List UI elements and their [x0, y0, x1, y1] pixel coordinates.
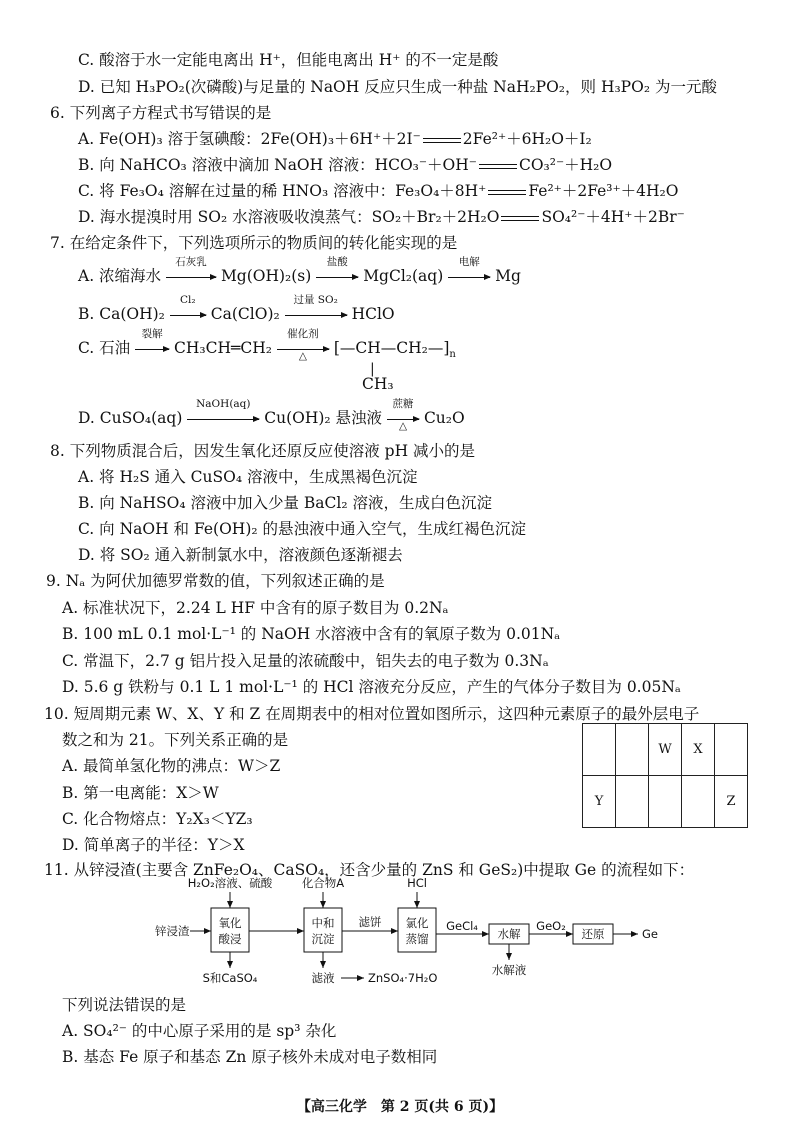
q6-option-d — [78, 207, 685, 227]
arrow-condition: 石灰乳 — [175, 256, 207, 268]
equals-sign — [488, 190, 526, 195]
q10-option-d: D. 简单离子的半径：Y＞X — [62, 836, 245, 854]
q11-option-b: B. 基态 Fe 原子和基态 Zn 原子核外未成对电子数相同 — [62, 1048, 438, 1066]
q7-option-b — [78, 294, 395, 324]
q5-option-d: D. 已知 H₃PO₂(次磷酸)与足量的 NaOH 反应只生成一种盐 NaH₂PO₂，则 H₃PO₂ 为一元酸 — [78, 78, 717, 96]
equals-sign — [501, 216, 539, 221]
q6-b-lhs: B. 向 NaHCO₃ 溶液中滴加 NaOH 溶液：HCO₃⁻＋OH⁻ — [78, 156, 477, 174]
heat-symbol: △ — [298, 350, 307, 362]
grid-row — [583, 776, 748, 828]
q9-option-c: C. 常温下，2.7 g 铝片投入足量的浓硫酸中，铝失去的电子数为 0.3Nₐ — [62, 652, 549, 670]
q10-stem-line1: 10. 短周期元素 W、X、Y 和 Z 在周期表中的相对位置如图所示，这四种元素原子的最外层电子 — [44, 705, 700, 723]
arrow-condition: NaOH(aq) — [196, 398, 251, 410]
q7-c-intermediate: CH₃CH═CH₂ — [174, 339, 272, 357]
flow-box1-label-top: 氧化 — [218, 916, 242, 930]
q8-stem: 8. 下列物质混合后，因发生氧化还原反应使溶液 pH 减小的是 — [50, 442, 476, 460]
flow-residue-1: S和CaSO₄ — [202, 971, 258, 985]
flow-box2-label-bottom: 沉淀 — [311, 932, 335, 946]
q9-option-a: A. 标准状况下，2.24 L HF 中含有的原子数目为 0.2Nₐ — [62, 599, 449, 617]
q9-option-b: B. 100 mL 0.1 mol·L⁻¹ 的 NaOH 水溶液中含有的氧原子数为 0.01Nₐ — [62, 625, 561, 643]
grid-cell-x: X — [682, 724, 715, 776]
q6-a-rhs: 2Fe²⁺＋6H₂O＋I₂ — [462, 130, 592, 148]
flow-box2-label-top: 中和 — [311, 916, 335, 930]
q11-option-a: A. SO₄²⁻ 的中心原子采用的是 sp³ 杂化 — [62, 1022, 337, 1040]
q6-option-a — [78, 129, 592, 149]
q7-c-arrow-1 — [135, 328, 169, 358]
arrow-condition: 电解 — [458, 256, 480, 268]
q6-d-rhs: SO₄²⁻＋4H⁺＋2Br⁻ — [541, 208, 685, 226]
flow-reagent-2: 化合物A — [301, 876, 345, 890]
grid-cell — [649, 776, 682, 828]
q11-flowchart — [0, 872, 800, 994]
q7-d-arrow-1 — [187, 398, 259, 428]
q7-d-product: Cu₂O — [423, 409, 465, 427]
equals-sign — [423, 138, 461, 143]
q10-stem-line2: 数之和为 21。下列关系正确的是 — [62, 731, 289, 749]
flow-output: Ge — [642, 927, 658, 941]
polymer-unit: —CH—CH₂— — [339, 339, 444, 357]
q10-option-a: A. 最简单氢化物的沸点：W＞Z — [62, 757, 281, 775]
q7-a-product: Mg — [495, 267, 521, 285]
flow-reagent-3: HCl — [407, 876, 427, 890]
q7-option-c — [78, 328, 456, 362]
q6-stem: 6. 下列离子方程式书写错误的是 — [50, 104, 272, 122]
grid-cell — [583, 724, 616, 776]
q7-d-reactant: D. CuSO₄(aq) — [78, 409, 183, 427]
flow-box1-label-bottom: 酸浸 — [218, 932, 242, 946]
q6-option-b — [78, 155, 612, 175]
q7-d-arrow-2 — [387, 398, 419, 432]
q7-b-reactant: B. Ca(OH)₂ — [78, 305, 165, 323]
q7-b-intermediate: Ca(ClO)₂ — [210, 305, 280, 323]
grid-cell — [616, 724, 649, 776]
q7-c-branch: CH₃ — [362, 375, 394, 393]
q6-d-lhs: D. 海水提溴时用 SO₂ 水溶液吸收溴蒸气：SO₂＋Br₂＋2H₂O — [78, 208, 500, 226]
q7-c-polymer: $[—CH—CH_2—]_n$ — [333, 339, 456, 361]
flow-reagent-1: H₂O₂溶液、硫酸 — [187, 876, 273, 890]
grid-cell-y: Y — [583, 776, 616, 828]
flow-link-filter-cake: 滤饼 — [358, 915, 382, 929]
q10-option-b: B. 第一电离能：X＞W — [62, 784, 219, 802]
q7-b-arrow-2 — [285, 294, 347, 324]
q7-d-intermediate: Cu(OH)₂ 悬浊液 — [264, 409, 383, 427]
q6-c-lhs: C. 将 Fe₃O₄ 溶解在过量的稀 HNO₃ 溶液中：Fe₃O₄＋8H⁺ — [78, 182, 487, 200]
flow-box3-label-top: 氯化 — [405, 916, 429, 930]
q5-option-c: C. 酸溶于水一定能电离出 H⁺，但能电离出 H⁺ 的不一定是酸 — [78, 51, 499, 69]
flow-box5-label: 还原 — [581, 927, 605, 941]
q7-option-a — [78, 256, 521, 286]
flow-box4-label: 水解 — [497, 927, 521, 941]
q7-a-arrow-3 — [448, 256, 490, 286]
polymer-n: n — [449, 349, 456, 361]
q7-a-arrow-1 — [166, 256, 216, 286]
q6-b-rhs: CO₃²⁻＋H₂O — [518, 156, 613, 174]
periodic-table-grid — [582, 723, 748, 828]
q10-option-c: C. 化合物熔点：Y₂X₃＜YZ₃ — [62, 810, 253, 828]
q6-option-c — [78, 181, 678, 201]
q8-option-b: B. 向 NaHSO₄ 溶液中加入少量 BaCl₂ 溶液，生成白色沉淀 — [78, 494, 492, 512]
equals-sign — [479, 164, 517, 169]
flow-product-zinc-sulfate: ZnSO₄·7H₂O — [368, 971, 438, 985]
page-footer: 【高三化学 第 2 页(共 6 页)】 — [296, 1099, 504, 1115]
arrow-condition: 过量 SO₂ — [293, 294, 338, 306]
arrow-condition: 裂解 — [141, 328, 163, 340]
q6-c-rhs: Fe²⁺＋2Fe³⁺＋4H₂O — [528, 182, 679, 200]
flow-input: 锌浸渣 — [155, 924, 190, 938]
q7-stem: 7. 在给定条件下，下列选项所示的物质间的转化能实现的是 — [50, 234, 458, 252]
q8-option-d: D. 将 SO₂ 通入新制氯水中，溶液颜色逐渐褪去 — [78, 546, 403, 564]
flow-link-geo2: GeO₂ — [536, 919, 566, 933]
flow-hydrolysis-liquid: 水解液 — [491, 963, 527, 977]
q7-option-d — [78, 398, 465, 432]
arrow-condition: 催化剂 — [287, 328, 319, 340]
q7-b-product: HClO — [351, 305, 395, 323]
flow-box3-label-bottom: 蒸馏 — [405, 932, 429, 946]
grid-cell — [682, 776, 715, 828]
q7-a-intermediate-2: MgCl₂(aq) — [363, 267, 444, 285]
q8-option-c: C. 向 NaOH 和 Fe(OH)₂ 的悬浊液中通入空气，生成红褐色沉淀 — [78, 520, 527, 538]
q9-stem: 9. Nₐ 为阿伏加德罗常数的值，下列叙述正确的是 — [46, 572, 385, 590]
q7-c-arrow-2 — [277, 328, 329, 362]
q11-stem: 11. 从锌浸渣(主要含 ZnFe₂O₄、CaSO₄，还含少量的 ZnS 和 GeS₂)中提取 Ge 的流程如下： — [44, 861, 695, 879]
q8-option-a: A. 将 H₂S 通入 CuSO₄ 溶液中，生成黑褐色沉淀 — [78, 468, 418, 486]
q7-b-arrow-1 — [170, 294, 206, 324]
q11-substem: 下列说法错误的是 — [62, 996, 187, 1014]
grid-cell-w: W — [649, 724, 682, 776]
flow-link-gecl4: GeCl₄ — [446, 919, 478, 933]
heat-symbol: △ — [398, 420, 408, 432]
q7-c-reactant: C. 石油 — [78, 339, 131, 357]
q6-a-lhs: A. Fe(OH)₃ 溶于氢碘酸：2Fe(OH)₃＋6H⁺＋2I⁻ — [78, 130, 421, 148]
arrow-condition: 盐酸 — [326, 256, 348, 268]
arrow-condition: Cl₂ — [180, 294, 196, 306]
q7-a-arrow-2 — [316, 256, 358, 286]
q7-c-branch-bond: | — [370, 361, 375, 377]
flow-filtrate: 滤液 — [311, 971, 335, 985]
q7-a-intermediate-1: Mg(OH)₂(s) — [220, 267, 312, 285]
grid-cell — [715, 724, 748, 776]
grid-cell — [616, 776, 649, 828]
q7-a-reactant: A. 浓缩海水 — [78, 267, 162, 285]
q9-option-d: D. 5.6 g 铁粉与 0.1 L 1 mol·L⁻¹ 的 HCl 溶液充分反应，产生的气体分子数目为 0.05Nₐ — [62, 678, 681, 696]
grid-cell-z: Z — [715, 776, 748, 828]
arrow-condition: 蔗糖 — [392, 398, 414, 410]
grid-row — [583, 724, 748, 776]
